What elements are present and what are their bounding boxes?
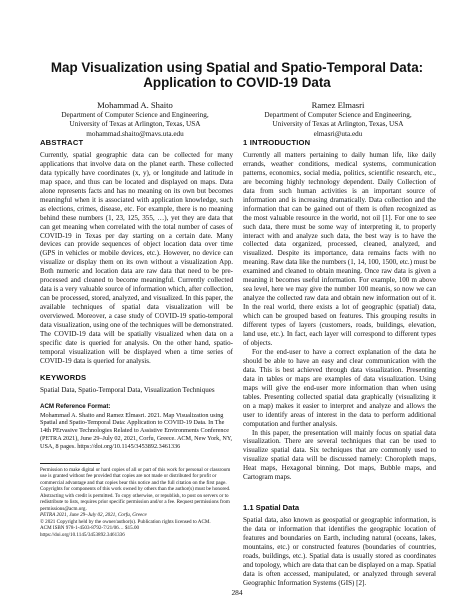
acm-reference-heading: ACM Reference Format:	[40, 402, 111, 410]
keywords-heading: KEYWORDS	[40, 372, 87, 382]
doi-link[interactable]: https://doi.org/10.1145/3453892.3461336	[40, 531, 125, 538]
conference-text: PETRA 2021, June 29–July 02, 2021, Corfu, Greece	[40, 512, 147, 519]
isbn-text: ACM ISBN 978-1-4503-8792-7/21/06… $15.00	[40, 525, 140, 532]
author-name: Ramez Elmasri	[311, 100, 365, 110]
copyright-text: © 2021 Copyright held by the owner/author(s). Publication rights licensed to ACM.	[40, 518, 211, 525]
intro-paragraph-2: For the end-user to have a correct explanation of the data he should be able to have an easy and clear communication with the data. This is best achieved through data visualization. Presenting data in tables or maps are examples of data visualization. Using maps will give the end-user more information than when using tables. Presenting collected spatial data graphically (visualizing it on a map) makes it easier to interpret and analyze and allows the user to identify areas of interest in the data to perform additional computation and further analysis.	[243, 347, 436, 428]
acm-reference	[40, 403, 233, 451]
spatial-data-heading: 1.1 Spatial Data	[243, 503, 300, 513]
right-column	[243, 139, 436, 588]
intro-paragraph-3: In this paper, the presentation will mainly focus on spatial data visualization. There are several techniques that can be used to visualize spatial data. Six techniques that are commonly used to visualize spatial data will be discussed namely: Choropleth maps, Heat maps, Hexagonal binning, Dot maps, Bubble maps, and Cartogram maps.	[243, 428, 436, 482]
footnote-divider	[40, 463, 100, 464]
author-block-2	[243, 100, 433, 139]
author-university: University of Texas at Arlington, Texas, USA	[69, 120, 201, 129]
intro-paragraph-1: Currently all matters pertaining to daily human life, like daily errands, weather conditions, medical systems, communication patterns, economics, social media, politics, scientific research, etc., are becoming highly technology dependent. Daily Collection of data from such human activities is an important source of information and is increasing dramatically. Data collection and the information that can be gained out of them is often recognized as the most valuable resource in the world, not oil [1]. For one to see such data, there must be some way of interpreting it, to properly interact with and analyze such data, the best way is to have the collected data organized, processed, cleaned, analyzed, and visualized. Despite its importance, data remains facts with no meaning. Raw data like the numbers (1, 14, 100, 1500, etc.) must be examined and cleaned to obtain meaning. Once raw data is given a meaning it becomes useful information. For example, 100 m above sea level, here we may give the number 100 meanis, so now we can analyze the collected raw data and obtain new information out of it. In the real world, there exists a lot of geographic (spatial) data, which can be grouped based on features. This grouping results in different types of layers (customers, roads, buildings, elevation, land use, etc.). In fact, each layer will correspond to different types of objects.	[243, 150, 436, 347]
paper-title	[40, 60, 434, 90]
title-line-1: Map Visualization using Spatial and Spatio-Temporal Data:	[50, 60, 424, 75]
introduction-heading: 1 INTRODUCTION	[243, 138, 311, 147]
left-column	[40, 139, 233, 538]
acm-reference-text: Mohammad A. Shaito and Ramez Elmasri. 2021. Map Visualization using Spatial and Spatio-Temporal Data: Application to COVID-19 Data. In The 14th PErvasive Technologies Related to Assistive Environments Conference (PETRA 2021), June 29–July 02, 2021, Corfu, Greece. ACM, New York, NY, USA, 8 pages. https://doi.org/10.1145/3453892.3461336	[40, 411, 233, 450]
page-number: 284	[231, 588, 243, 597]
author-department: Department of Computer Science and Engineering,	[61, 111, 209, 119]
spatial-data-text: Spatial data, also known as geospatial or geographic information, is the data or information that identifies the geographic location of features and boundaries on Earth, including natural (oceans, lakes, mountains, etc.) or constructed features (boundaries of countries, roads, buildings, etc.). Spatial data is usually stored as coordinates and topology, which are data that can be displayed on a map. Spatial data is often accessed, manipulated, or analyzed through several Geographic Information Systems (GIS) [2].	[243, 516, 436, 587]
author-department: Department of Computer Science and Engineering,	[264, 111, 412, 119]
permission-text: Permission to make digital or hard copies of all or part of this work for personal or classroom use is granted without fee provided that copies are not made or distributed for profit or commercial advantage and that copies bear this notice and the full citation on the first page. Copyrights for components of this work owned by others than the author(s) must be honored. Abstracting with credit is permitted. To copy otherwise, or republish, to post on servers or to redistribute to lists, requires prior specific permission and/or a fee. Request permissions from permissions@acm.org.	[40, 466, 231, 512]
abstract-text: Currently, spatial geographic data can be collected for many applications that involve data on the planet earth. These collected data typically have coordinates (x, y), or longitude and latitude in map space, and thus can be located and displayed on maps. Data alone represents facts and has no meaning on its own but becomes meaningful when it is associated with application knowledge, such as elections, crimes, disease, etc. For example, there is no meaning behind these numbers (1, 23, 125, 355, …), yet they are data that can get meaning when correlated with the total number of cases of COVID-19 in Texas per day starting on a certain date. Many devices can provide sequences of object location data over time (GPS in vehicles or mobile devices, etc.). However, no device can visualize or display them on its own without a visualization App. Both numeric and location data are raw data that need to be pre-processed and cleaned to become meaningful. Currently collected data is a very valuable source of information which, after collection, can be processed, stored, analyzed, and visualized. In this paper, the available techniques of spatial data visualization will be overviewed. Moreover, a case study of COVID-19 spatio-temporal data visualization, using one of the techniques will be demonstrated. The COVID-19 data will be spatially visualized when data on a specific date is queried for analysis. On the other hand, spatio-temporal visualization will be displayed when a time series of COVID-19 data is queried for analysis.	[40, 150, 233, 365]
author-name: Mohammad A. Shaito	[97, 100, 173, 110]
author-university: University of Texas at Arlington, Texas, USA	[272, 120, 404, 129]
keywords-text: Spatial Data, Spatio-Temporal Data, Visualization Techniques	[40, 385, 215, 394]
title-line-2: Application to COVID-19 Data	[143, 75, 331, 90]
permission-footnote	[40, 463, 233, 539]
author-email[interactable]: mohammad.shaito@mavs.uta.edu	[86, 129, 184, 138]
abstract-heading: ABSTRACT	[40, 138, 84, 147]
author-email[interactable]: elmasri@uta.edu	[313, 129, 363, 138]
author-block-1	[40, 100, 230, 139]
